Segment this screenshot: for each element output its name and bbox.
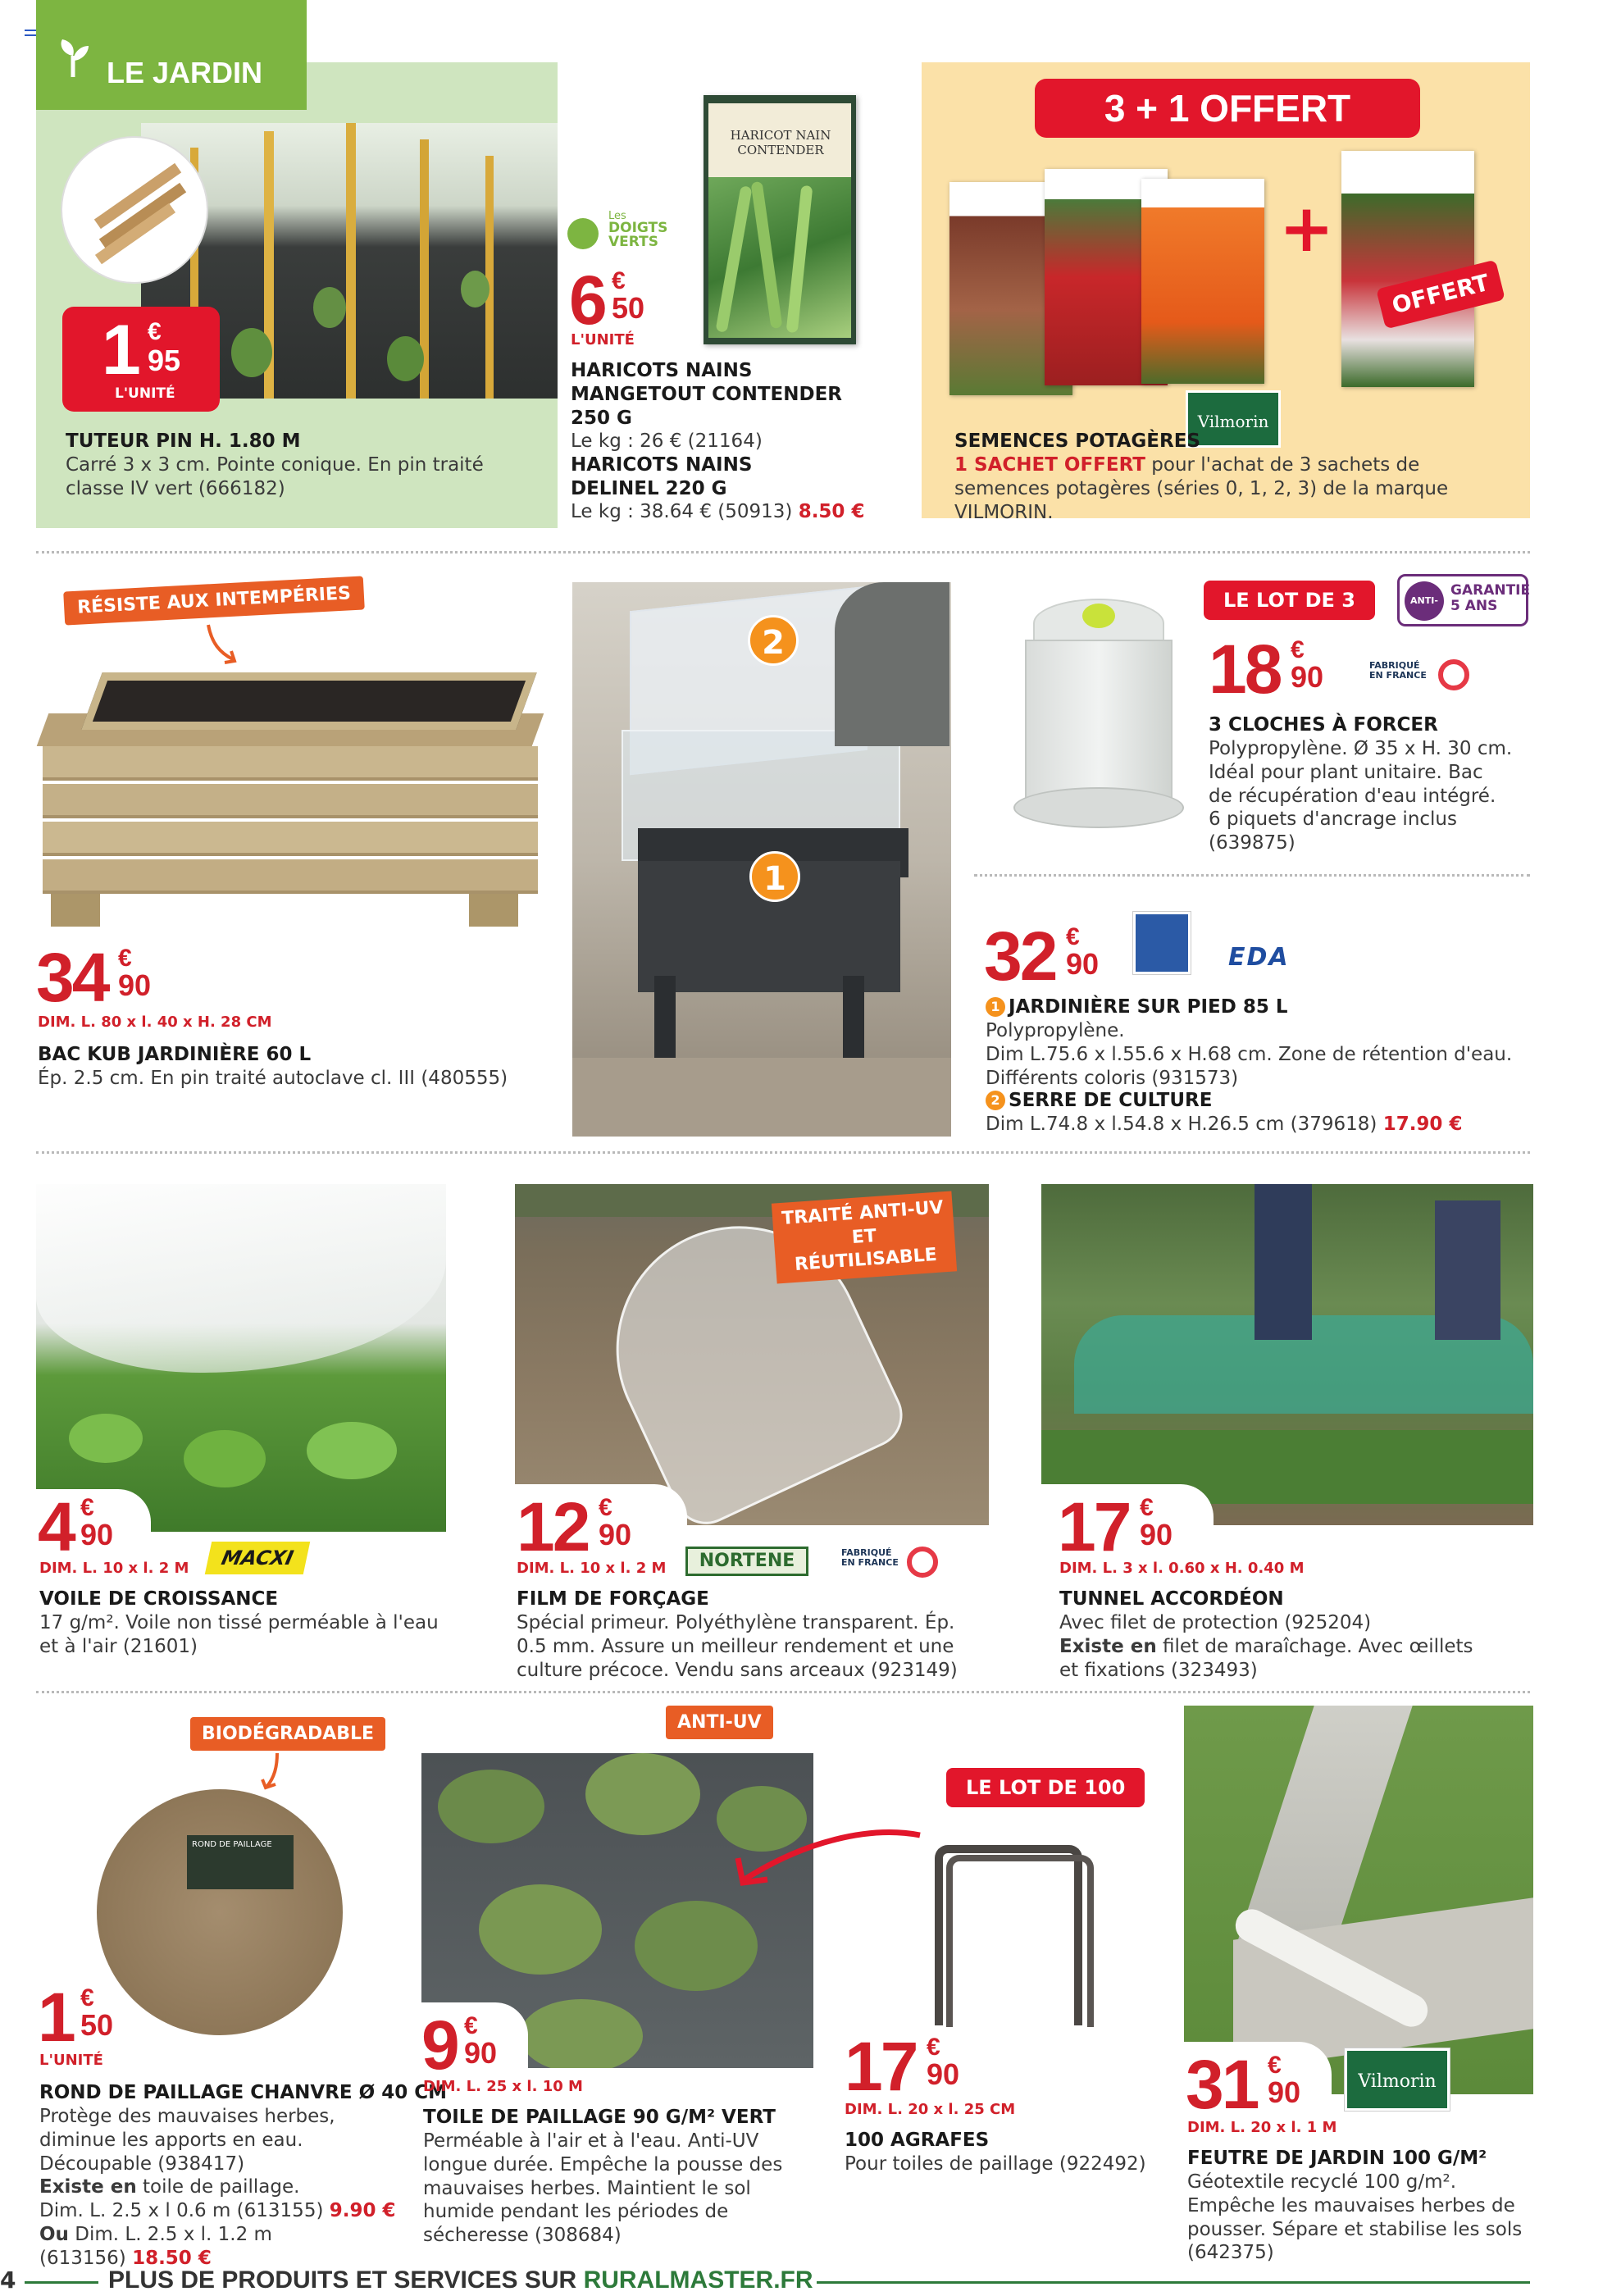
agrafes-desc: Pour toiles de paillage (922492) xyxy=(845,2153,1146,2175)
toile-price: 9 € 90 xyxy=(421,2007,498,2084)
tuteur-price: 1 € 95 xyxy=(102,311,181,390)
tunnel-title: TUNNEL ACCORDÉON xyxy=(1059,1588,1284,1610)
tuteur-inset xyxy=(62,138,207,282)
toile-tag: ANTI-UV xyxy=(666,1706,773,1739)
france-logo xyxy=(1133,912,1191,974)
bac-tag: RÉSISTE AUX INTEMPÉRIES xyxy=(63,576,365,625)
tuteur-title: TUTEUR PIN H. 1.80 M xyxy=(66,430,301,452)
agrafes-photo xyxy=(935,1845,1099,2025)
jardiniere-desc-1: Polypropylène. Dim L.75.6 x l.55.6 x H.68 cm. Zone de rétention d'eau. Différents coloris (931573) xyxy=(986,1020,1513,1089)
jardiniere-desc-2: Dim L.74.8 x l.54.8 x H.26.5 cm (379618) 17.90 € xyxy=(986,1114,1463,1135)
footer-line-right xyxy=(817,2281,1530,2284)
arrow-icon xyxy=(203,622,244,671)
rond-tag: BIODÉGRADABLE xyxy=(190,1717,385,1751)
tuteur-unit: L'UNITÉ xyxy=(115,385,175,402)
footer-link[interactable]: RURALMASTER.FR xyxy=(583,2266,813,2294)
tunnel-photo xyxy=(1041,1184,1533,1525)
voile-price: 4 € 90 xyxy=(38,1488,114,1565)
film-price: 12 € 90 xyxy=(517,1488,632,1565)
separator xyxy=(36,1151,1530,1154)
bac-desc: Ép. 2.5 cm. En pin traité autoclave cl. III (480555) xyxy=(38,1068,508,1089)
bac-dim: DIM. L. 80 x l. 40 x H. 28 CM xyxy=(38,1014,272,1031)
voile-photo xyxy=(36,1184,446,1532)
tuteur-desc: Carré 3 x 3 cm. Pointe conique. En pin traité classe IV vert (666182) xyxy=(66,454,484,499)
tunnel-dim: DIM. L. 3 x l. 0.60 x H. 0.40 M xyxy=(1059,1560,1305,1577)
bac-price: 34 € 90 xyxy=(36,939,152,1016)
footer-line-left xyxy=(25,2281,98,2284)
jardiniere-title-1: 1 JARDINIÈRE SUR PIED 85 L xyxy=(986,995,1288,1019)
plus-sign: + xyxy=(1279,190,1335,266)
film-dim: DIM. L. 10 x l. 2 M xyxy=(517,1560,667,1577)
fabrique-france-badge: FABRIQUÉ EN FRANCE xyxy=(1369,661,1476,695)
semences-desc: 1 SACHET OFFERT pour l'achat de 3 sachets de semences potagères (séries 0, 1, 2, 3) de la marque VILMORIN. xyxy=(954,454,1449,523)
semences-banner: 3 + 1 OFFERT xyxy=(1035,79,1420,138)
cloches-price: 18 € 90 xyxy=(1209,631,1324,708)
page-number: 4 xyxy=(0,2266,16,2294)
bac-title: BAC KUB JARDINIÈRE 60 L xyxy=(38,1044,312,1065)
haricots-packet: HARICOT NAIN CONTENDER xyxy=(704,95,856,344)
film-title: FILM DE FORÇAGE xyxy=(517,1588,709,1610)
voile-dim: DIM. L. 10 x l. 2 M xyxy=(39,1560,189,1577)
arrow-icon xyxy=(730,1825,927,1907)
jardiniere-price: 32 € 90 xyxy=(984,918,1100,995)
rond-photo: ROND DE PAILLAGE xyxy=(97,1789,343,2035)
voile-desc: 17 g/m². Voile non tissé perméable à l'eau et à l'air (21601) xyxy=(39,1612,439,1657)
rond-desc: Protège des mauvaises herbes, diminue les apports en eau. Découpable (938417) Existe en toile de paillage. Dim. L. 2.5 x l 0.6 m (613155) 9.90 € Ou Dim. L. 2.5 x l. 1.2 m (613156) 18.50 € xyxy=(39,2106,396,2269)
tunnel-price: 17 € 90 xyxy=(1058,1488,1173,1565)
footer-text: PLUS DE PRODUITS ET SERVICES SUR RURALMASTER.FR xyxy=(108,2266,813,2294)
feutre-title: FEUTRE DE JARDIN 100 G/M² xyxy=(1187,2148,1487,2169)
menu-icon xyxy=(25,30,36,36)
separator xyxy=(36,551,1530,554)
cloches-desc: Polypropylène. Ø 35 x H. 30 cm. Idéal pour plant unitaire. Bac de récupération d'eau intégré. 6 piquets d'ancrage inclus (639875) xyxy=(1209,738,1513,854)
haricots-kg-1: Le kg : 26 € (21164) xyxy=(571,430,763,452)
haricots-kg-2: Le kg : 38.64 € (50913) 8.50 € xyxy=(571,501,865,522)
feutre-desc: Géotextile recyclé 100 g/m². Empêche les mauvaises herbes de pousser. Sépare et stabilise les sols (642375) xyxy=(1187,2171,1523,2264)
section-header xyxy=(36,0,307,110)
jardiniere-marker-1: 1 xyxy=(749,851,800,902)
offert-tag: OFFERT xyxy=(1376,260,1505,330)
bac-photo xyxy=(43,672,538,935)
cloches-title: 3 CLOCHES À FORCER xyxy=(1209,714,1438,736)
section-title: LE JARDIN xyxy=(107,56,263,89)
agrafes-title: 100 AGRAFES xyxy=(845,2130,990,2151)
tunnel-desc: Avec filet de protection (925204) Existe en filet de maraîchage. Avec œillets et fixations (323493) xyxy=(1059,1612,1473,1681)
doigts-verts-logo: Les DOIGTS VERTS xyxy=(567,210,674,259)
rond-price: 1 € 50 xyxy=(38,1979,114,2056)
vilmorin-logo: Vilmorin xyxy=(1186,390,1281,448)
fabrique-france-badge: FABRIQUÉ EN FRANCE xyxy=(841,1548,948,1583)
haricots-unit: L'UNITÉ xyxy=(571,331,635,348)
semences-title: SEMENCES POTAGÈRES xyxy=(954,430,1200,452)
arrow-icon xyxy=(257,1752,290,1793)
eda-logo: EDA xyxy=(1228,943,1290,972)
toile-desc: Perméable à l'air et à l'eau. Anti-UV longue durée. Empêche la pousse des mauvaises herbes. Maintient le sol humide pendant les périodes de sécheresse (308684) xyxy=(423,2130,783,2246)
macxi-logo: MACXI xyxy=(205,1542,311,1574)
leaf-icon xyxy=(54,38,92,79)
jardiniere-marker-2: 2 xyxy=(748,615,799,666)
garantie-badge: ANTI-UV GARANTIE 5 ANS xyxy=(1397,574,1528,626)
haricots-title-2: HARICOTS NAINS DELINEL 220 G xyxy=(571,454,753,499)
rond-title: ROND DE PAILLAGE CHANVRE Ø 40 CM xyxy=(39,2082,447,2103)
jardiniere-title-2: 2 SERRE DE CULTURE xyxy=(986,1089,1212,1113)
agrafes-dim: DIM. L. 20 x l. 25 CM xyxy=(845,2101,1016,2118)
cloches-lot-tag: LE LOT DE 3 xyxy=(1204,581,1375,620)
nortene-logo: NORTENE xyxy=(685,1547,808,1576)
rond-unit: L'UNITÉ xyxy=(39,2052,103,2069)
separator xyxy=(36,1691,1530,1693)
haricots-title-1: HARICOTS NAINS MANGETOUT CONTENDER 250 G xyxy=(571,360,842,429)
film-desc: Spécial primeur. Polyéthylène transparent. Ép. 0.5 mm. Assure un meilleur rendement et une culture précoce. Vendu sans arceaux (923149) xyxy=(517,1612,958,1681)
seed-packet-3 xyxy=(1141,179,1264,384)
feutre-photo xyxy=(1184,1706,1533,2094)
toile-title: TOILE DE PAILLAGE 90 G/M² VERT xyxy=(423,2107,776,2128)
vilmorin-logo: Vilmorin xyxy=(1345,2048,1450,2111)
cloches-photo xyxy=(1009,590,1189,845)
agrafes-price: 17 € 90 xyxy=(845,2028,960,2105)
feutre-price: 31 € 90 xyxy=(1186,2046,1301,2123)
separator xyxy=(974,874,1530,877)
voile-title: VOILE DE CROISSANCE xyxy=(39,1588,279,1610)
film-tag: TRAITÉ ANTI-UV ET RÉUTILISABLE xyxy=(772,1191,957,1283)
haricots-price: 6 € 50 xyxy=(569,262,645,339)
toile-dim: DIM. L. 25 x l. 10 M xyxy=(423,2078,583,2095)
feutre-dim: DIM. L. 20 x l. 1 M xyxy=(1187,2119,1337,2136)
agrafes-lot-tag: LE LOT DE 100 xyxy=(946,1768,1145,1807)
